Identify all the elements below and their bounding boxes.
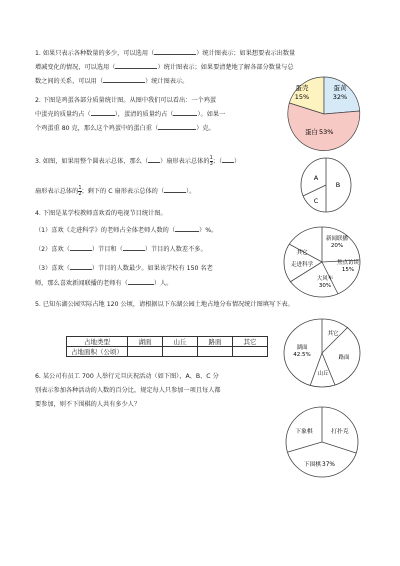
q1-line3a: 数之间的关系，可以用（	[35, 78, 104, 85]
tv-value-focus: 15%	[341, 267, 355, 273]
question-4	[35, 207, 217, 291]
q6-line1: 6. 某公司有员工 700 人举行元旦庆祝活动（如下图），A、B、C 分	[35, 373, 219, 380]
tv-pie-chart	[280, 224, 364, 300]
q1-line2a: 增减变化的情况，可以选用（	[35, 64, 116, 71]
tv-value-windmill: 30%	[318, 283, 332, 289]
q4-s3b: ）节目的人数最少。如果该学校有 150 名老	[91, 265, 213, 272]
egg-value-shell: 15%	[294, 93, 310, 101]
tv-value-news: 20%	[330, 243, 344, 249]
q4-s1b: ）%。	[199, 227, 218, 234]
abc-label-c: C	[313, 197, 319, 205]
q1-line3b: ）统计图表示。	[145, 78, 189, 85]
q3-line1d: ）	[234, 158, 241, 165]
tv-label-focus: 焦点访谈	[336, 260, 360, 266]
tv-label-windmill: 大风车	[316, 276, 334, 282]
q2-line2a: 中蛋壳的质量约占（	[35, 111, 91, 118]
q1-line1a: 1. 如果只表示各种数量的多少，可以选用（	[35, 50, 155, 57]
q4-s2b: ）节目和（	[91, 246, 123, 253]
egg-value-yolk: 32%	[332, 93, 348, 101]
abc-label-b: B	[335, 181, 341, 189]
answer-blank[interactable]	[164, 185, 186, 193]
q4-intro: 4. 下图是某学校教师喜欢看的电视节目统计图。	[35, 210, 167, 217]
q6-line2: 别表示参加各种活动的人数的百分比，规定每人只参加一项且每人都	[35, 387, 221, 394]
tv-label-news: 新闻联播	[325, 236, 349, 242]
table-header-cell: 山丘	[163, 337, 198, 347]
q6-line3: 要参加，则不下围棋的人共有多少人？	[35, 401, 141, 408]
q2-line2b: ），蛋清的质量约占（	[114, 111, 174, 118]
table-answer-cell[interactable]	[233, 347, 268, 357]
q2-line3a: 个鸡蛋重 80 克，那么这个鸡蛋中的蛋白重（	[35, 125, 159, 132]
answer-blank[interactable]	[103, 75, 145, 83]
q3-line1b: ）扇形表示总体的	[160, 158, 210, 165]
question-6	[35, 370, 221, 412]
activity-label-chess: 下象棋	[295, 429, 313, 435]
answer-blank[interactable]	[70, 262, 92, 270]
table-header-cell: 占地类型	[67, 337, 128, 347]
egg-pie-chart	[276, 72, 372, 152]
land-value-lake: 42.5%	[293, 352, 311, 358]
q3-line2c: ）。	[186, 188, 196, 195]
q4-s2a: （2）喜欢（	[35, 246, 70, 253]
question-3	[35, 155, 240, 199]
answer-blank[interactable]	[154, 47, 196, 55]
table-answer-cell[interactable]	[128, 347, 163, 357]
q3-line1c: ；（	[212, 158, 223, 165]
answer-blank[interactable]	[115, 61, 157, 69]
activity-label-cards: 打扑克	[331, 429, 349, 435]
answer-blank[interactable]	[175, 224, 199, 232]
table-header-cell: 其它	[233, 337, 268, 347]
question-5	[35, 298, 294, 312]
q4-s2c: ）节目的人数差不多。	[144, 246, 207, 253]
answer-blank[interactable]	[123, 243, 145, 251]
table-answer-cell[interactable]	[198, 347, 233, 357]
fraction-one-half: $\frac{1}{2}$	[78, 184, 82, 197]
q2-line2c: ）。如果一	[197, 111, 226, 118]
q3-line2b: ；剩下的 C 扇形表示总体的（	[81, 188, 165, 195]
egg-label-shell: 蛋壳	[295, 84, 309, 92]
answer-blank[interactable]	[173, 108, 197, 116]
egg-label-white: 蛋白	[305, 128, 318, 136]
activity-pie-chart	[282, 404, 362, 480]
land-pie-chart	[280, 316, 364, 390]
table-answer-cell[interactable]	[163, 347, 198, 357]
question-2	[35, 94, 225, 136]
table-header-cell: 路面	[198, 337, 233, 347]
q2-line1: 2. 下图是鸡蛋各部分质量统计图。从图中我们可以看出：一个鸡蛋	[35, 97, 217, 104]
table-header-cell: 湖面	[128, 337, 163, 347]
tv-label-other: 其它	[296, 250, 308, 256]
abc-label-a: A	[313, 174, 319, 182]
q3-line1a: 3. 如图，如果用整个圆表示总体，那么（	[35, 158, 149, 165]
answer-blank[interactable]	[158, 122, 196, 130]
table-row	[67, 347, 268, 357]
land-label-road: 路面	[338, 355, 350, 361]
land-label-hill: 山丘	[317, 371, 329, 377]
q2-line3b: ）克。	[196, 125, 215, 132]
activity-label-go: 下围棋	[303, 462, 321, 468]
answer-blank[interactable]	[148, 155, 160, 163]
q1-line2b: ）统计图表示；如果要清楚地了解各部分数量与总	[157, 64, 294, 71]
question-1	[35, 47, 295, 89]
q3-line2a: 扇形表示总体的	[35, 188, 79, 195]
q4-s4b: ）人。	[153, 280, 173, 287]
land-label-lake: 湖面	[296, 345, 308, 351]
q4-s3a: （3）喜欢（	[35, 265, 70, 272]
abc-pie-chart	[298, 156, 354, 214]
tv-label-science: 走进科学	[290, 262, 314, 268]
answer-blank[interactable]	[222, 155, 234, 163]
answer-blank[interactable]	[128, 277, 154, 285]
activity-value-go: 37%	[322, 462, 335, 468]
land-table	[66, 336, 268, 357]
table-row-label: 占地面积（公顷）	[67, 347, 128, 357]
q4-s4a: 师，那么喜欢新闻联播的老师有（	[35, 280, 128, 287]
answer-blank[interactable]	[91, 108, 115, 116]
q1-line1b: ）统计图表示；如果想要表示出数量	[196, 50, 296, 57]
fraction-one-third: $\frac{1}{3}$	[209, 154, 213, 167]
egg-label-yolk: 蛋黄	[333, 84, 347, 92]
q5-text: 5. 已知东湖公园实际占地 120 公顷，请根据以下东湖公园土地占地分布情况统计图填写下表。	[35, 301, 294, 308]
egg-value-white: 53%	[319, 128, 334, 136]
q4-s1a: （1）喜欢《走进科学》的老师占全体老师人数的（	[35, 227, 176, 234]
answer-blank[interactable]	[70, 243, 92, 251]
table-row	[67, 337, 268, 347]
land-label-other: 其它	[327, 331, 339, 337]
